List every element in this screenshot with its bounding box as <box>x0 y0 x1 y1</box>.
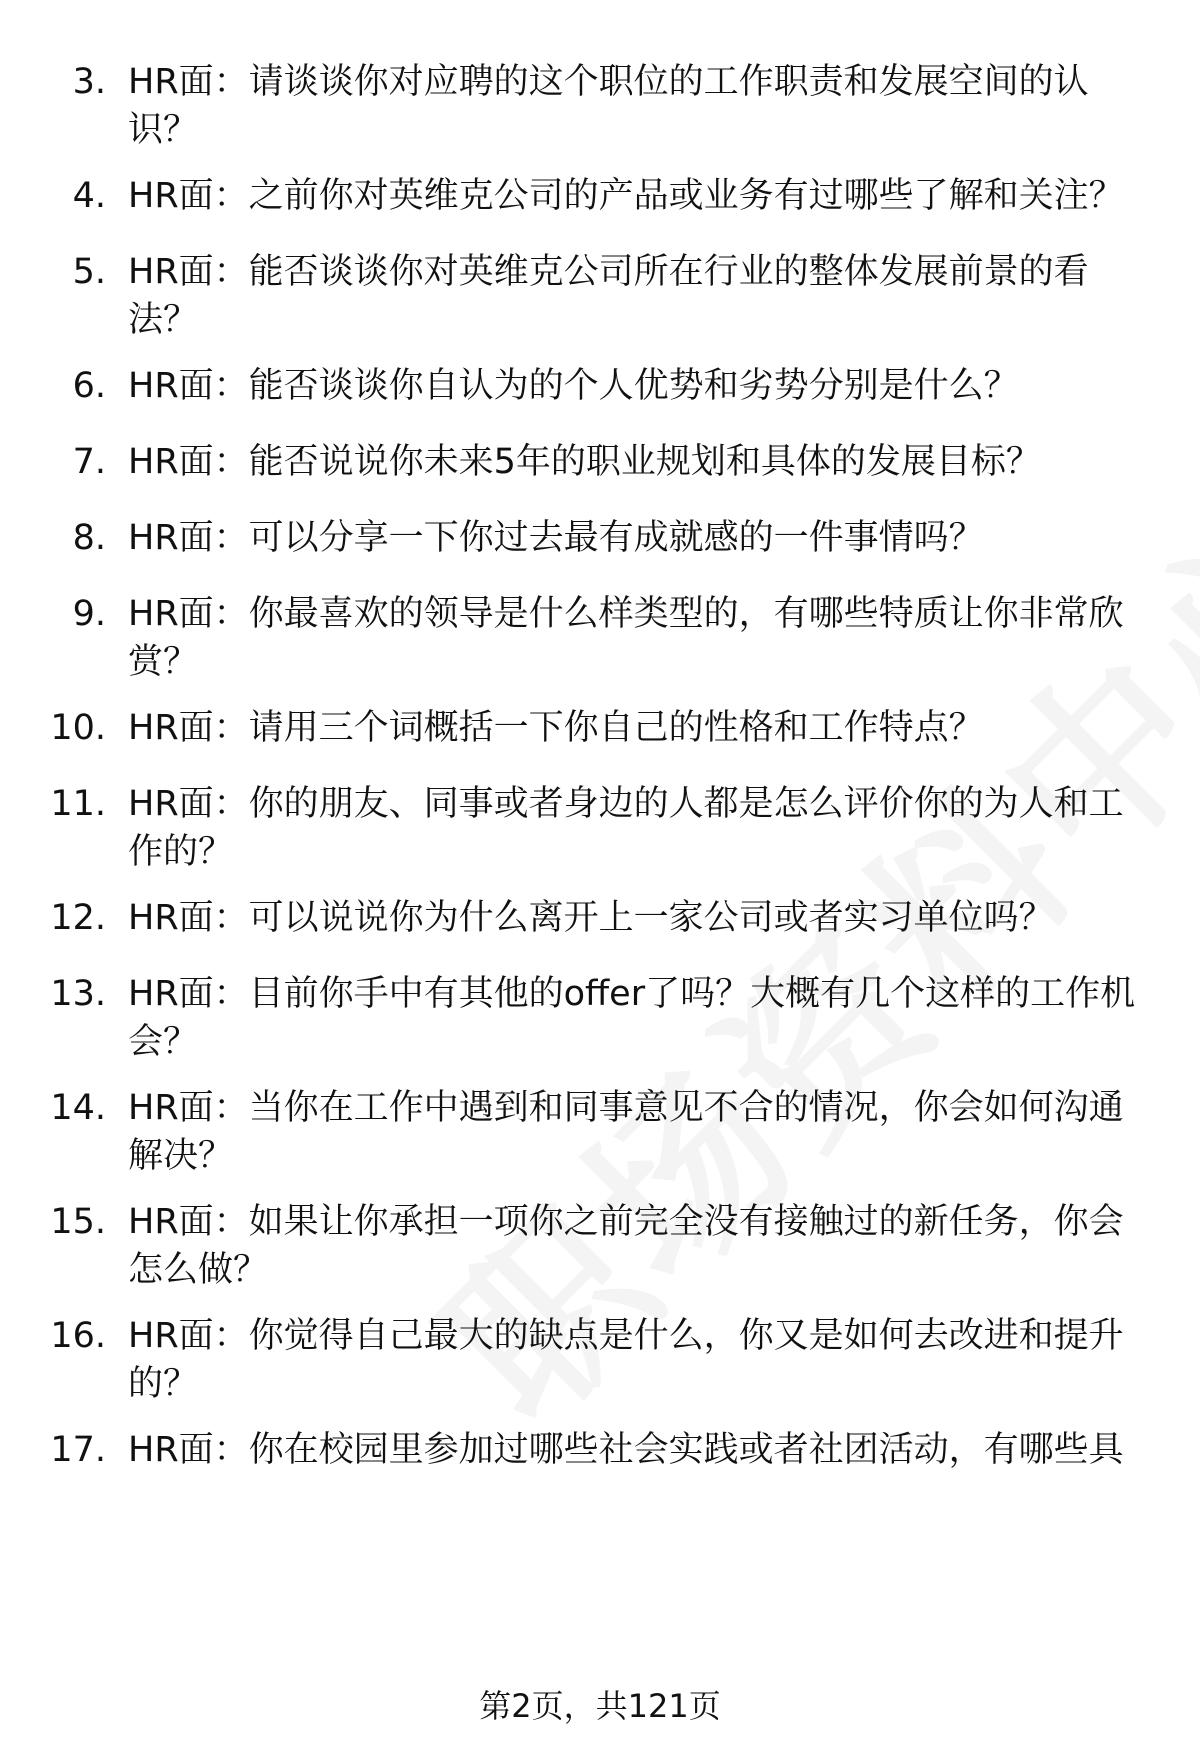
item-text: HR面：能否说说你未来5年的职业规划和具体的发展目标？ <box>128 442 1041 482</box>
item-number: 16. <box>50 1316 106 1356</box>
item-number: 13. <box>50 974 106 1014</box>
page-footer: 第2页，共121页 <box>479 1687 721 1725</box>
item-text: HR面：目前你手中有其他的offer了吗？大概有几个这样的工作机会？ <box>128 974 1136 1062</box>
item-text: HR面：你觉得自己最大的缺点是什么，你又是如何去改进和提升的？ <box>128 1316 1124 1404</box>
item-number: 10. <box>50 708 106 748</box>
item-number: 5. <box>72 252 106 292</box>
item-text: HR面：之前你对英维克公司的产品或业务有过哪些了解和关注？ <box>128 176 1124 216</box>
item-number: 14. <box>50 1088 106 1128</box>
item-text: HR面：能否谈谈你自认为的个人优势和劣势分别是什么？ <box>128 366 1019 406</box>
item-text: HR面：能否谈谈你对英维克公司所在行业的整体发展前景的看法？ <box>128 252 1089 340</box>
item-number: 11. <box>50 784 106 824</box>
item-number: 9. <box>72 594 106 634</box>
item-text: HR面：当你在工作中遇到和同事意见不合的情况，你会如何沟通解决？ <box>128 1088 1124 1176</box>
item-number: 12. <box>50 898 106 938</box>
item-text: HR面：请谈谈你对应聘的这个职位的工作职责和发展空间的认识？ <box>128 62 1089 150</box>
item-number: 15. <box>50 1202 106 1242</box>
item-text: HR面：你的朋友、同事或者身边的人都是怎么评价你的为人和工作的？ <box>128 784 1124 872</box>
item-text: HR面：你在校园里参加过哪些社会实践或者社团活动，有哪些具 <box>128 1430 1124 1470</box>
item-number: 17. <box>50 1430 106 1470</box>
item-number: 3. <box>72 62 106 102</box>
item-text: HR面：请用三个词概括一下你自己的性格和工作特点？ <box>128 708 984 748</box>
item-number: 4. <box>72 176 106 216</box>
item-number: 7. <box>72 442 106 482</box>
item-text: HR面：你最喜欢的领导是什么样类型的，有哪些特质让你非常欣赏？ <box>128 594 1124 682</box>
item-text: HR面：可以分享一下你过去最有成就感的一件事情吗？ <box>128 518 984 558</box>
item-text: HR面：如果让你承担一项你之前完全没有接触过的新任务，你会怎么做？ <box>128 1202 1124 1290</box>
item-number: 6. <box>72 366 106 406</box>
item-text: HR面：可以说说你为什么离开上一家公司或者实习单位吗？ <box>128 898 1054 938</box>
item-number: 8. <box>72 518 106 558</box>
